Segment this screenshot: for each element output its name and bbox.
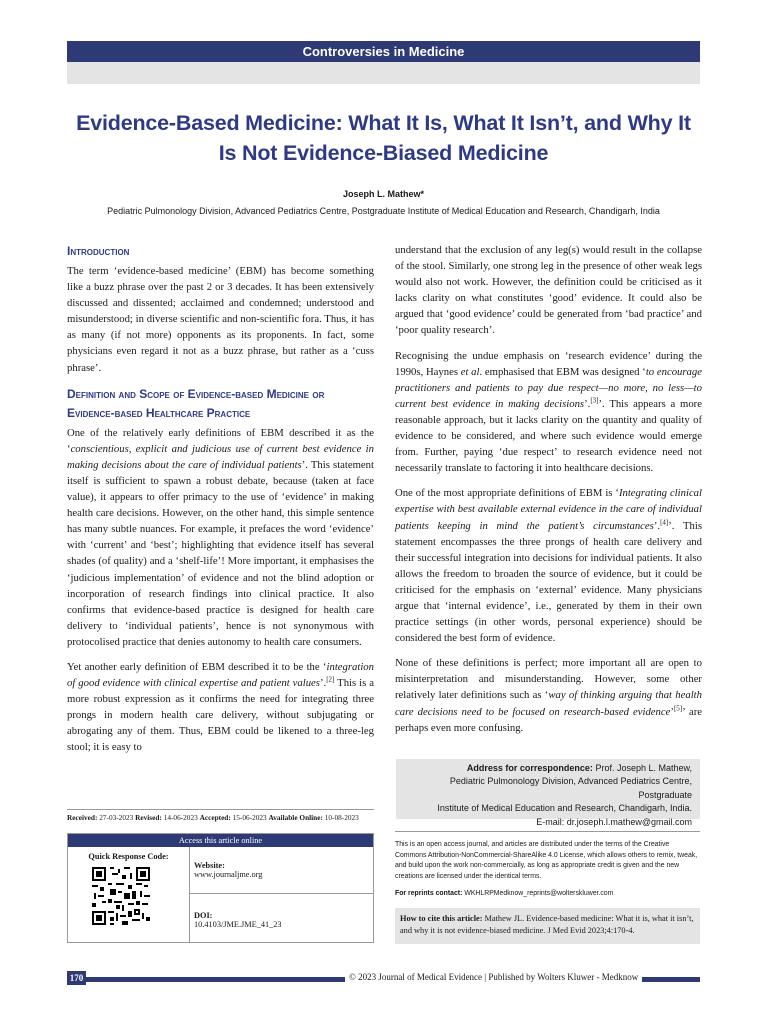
- paragraph: None of these definitions is perfect; more important all are open to misinterpretation and misunderstanding. However, some other relatively later definitions such as ‘way of thinking arguing that health care decisions need to be focused on research-based evidence’[5]’ are perhaps even more confusing.: [395, 657, 702, 734]
- license-text: This is an open access journal, and articles are distributed under the terms of the Creative Commons Attribution-NonCommercial-ShareAlike 4.0 License, which allows others to remix, tweak, and build upon the work non-commercially, as long as appropriate credit is given and the new creations are licensed under the identical terms.: [395, 831, 700, 882]
- paragraph: The term ‘evidence-based medicine’ (EBM) has become something like a buzz phrase over the past 2 or 3 decades. It has been extensively discussed and dissented; acclaimed and condemned; understood and misunderstood; in diverse scientific and non-scientific fora. Thus, it has as many (if not more) opponents as its proponents. In fact, some physicians even regard it not as a buzz phrase, but rather as a ‘cuss phrase’.: [67, 265, 374, 374]
- paragraph: Recognising the undue emphasis on ‘research evidence’ during the 1990s, Haynes et al. emphasised that EBM was designed ‘to encourage practitioners and patients to pay due respect—no more, no less—to current best evidence in making decisions’.[3]’. This appears a more reasonable approach, but it lacks clarity on the quantity and quality of evidence to be considered, and where such evidence would emerge from. Further, paying ‘due respect’ to research evidence need not necessarily translate to factoring it into healthcare decisions.: [395, 349, 702, 475]
- correspondence-name: Prof. Joseph L. Mathew,: [595, 763, 692, 773]
- p2-tail-left: ’.[2] This is a more robust expression as it confirms the need for integrating three prongs in modern health care delivery, without subjugating or abrogating any of them. Thus, EBM could be likened to a three-leg stool; it is easy to: [67, 675, 374, 754]
- cite-label: How to cite this article:: [400, 914, 483, 923]
- right-column: [395, 242, 702, 736]
- quote: conscientious, explicit and judicious use of current best evidence in making decisions about the care of individual patients: [67, 442, 374, 471]
- section-heading-definition: Definition and Scope of Evidence-based Medicine or Evidence-based Healthcare Practice: [67, 386, 325, 420]
- author-name: Joseph L. Mathew*: [342, 189, 424, 199]
- reference-link[interactable]: [5]: [673, 703, 683, 712]
- website-cell: [189, 847, 373, 894]
- cite-text: Mathew JL. Evidence-based medicine: What it is, what it isn’t, and why it is not evidence-biased medicine. J Med Evid 2023;4:170-4.: [400, 914, 694, 936]
- correspondence-box: [396, 759, 700, 827]
- section-banner: Controversies in Medicine: [67, 41, 700, 62]
- correspondence-line: Pediatric Pulmonology Division, Advanced Pediatrics Centre, Postgraduate: [449, 776, 692, 800]
- citation-box: [395, 908, 700, 944]
- reprints-contact: For reprints contact: WKHLRPMedknow_reprints@wolterskluwer.com: [395, 890, 614, 897]
- paragraph: One of the relatively early definitions of EBM described it as the ‘conscientious, explicit and judicious use of current best evidence in making decisions about the care of individual patients’. This statement itself is sufficient to spawn a robust debate, because (taken at face value), it appears to offer primacy to the use of ‘evidence’ in making health care decisions. However, on the other hand, this simple sentence has many subtle nuances. For example, it prefaces the word ‘evidence’ with ‘current’ and ‘best’; highlighting that evidence itself has several shades (of quality) and a ‘shelf-life’! More important, it emphasises the ‘judicious implementation’ of evidence and not the blind adoption or incorporation of research findings into clinical practice. It also confirms that evidence-based practice is designed for health care delivery to ‘individual patients’, hence is not synonymous with protocolised practice that denies autonomy to health care consumers.: [67, 426, 374, 648]
- article-title: Evidence-Based Medicine: What It Is, What It Isn’t, and Why It Is Not Evidence-Biased Medicine: [76, 111, 691, 165]
- author-affiliation: Pediatric Pulmonology Division, Advanced Pediatrics Centre, Postgraduate Institute of Medical Education and Research, Chandigarh, India: [107, 206, 660, 216]
- access-online-box: [67, 833, 374, 943]
- banner-band: [67, 62, 700, 84]
- qr-code-icon[interactable]: [92, 867, 150, 925]
- paragraph: Yet another early definition of EBM described it to be the ‘integration of good evidence with clinical expertise and patient values’.[2] This is a more robust expression as it confirms the need for integrating three prongs in modern health care delivery, without subjugating or abrogating any of them. Thus, EBM could be likened to a three-leg stool; it is easy to: [67, 660, 374, 754]
- qr-label: Quick Response Code:: [88, 852, 169, 861]
- quote: integration of good evidence with clinical expertise and patient values: [67, 660, 374, 690]
- paragraph-continued: understand that the exclusion of any leg(s) would result in the collapse of the stool. Similarly, one strong leg in the presence of other weak legs would also not work. However, the definition could be criticised as it lacks clarity on what constitutes ‘good’ evidence. It could also be argued that ‘good evidence’ could be generated from ‘bad practice’ and ‘poor quality research’.: [395, 244, 702, 337]
- reference-link[interactable]: [4]: [660, 517, 669, 526]
- footer-copyright: © 2023 Journal of Medical Evidence | Published by Wolters Kluwer - Medknow: [345, 970, 642, 984]
- quote: to encourage practitioners and patients to pay due respect—no more, no less—to current best evidence in making decisions: [395, 365, 702, 410]
- website-label: Website:: [194, 861, 225, 870]
- doi-cell: [189, 894, 373, 942]
- correspondence-email[interactable]: E-mail: dr.joseph.l.mathew@gmail.com: [536, 816, 692, 827]
- quote: way of thinking arguing that health care decisions need to be focused on research-based evidence: [395, 689, 702, 718]
- access-title: Access this article online: [68, 834, 373, 847]
- article-dates: Received: 27-03-2023 Revised: 14-06-2023 Accepted: 15-06-2023 Available Online: 10-08-2023: [67, 809, 374, 822]
- paragraph: One of the most appropriate definitions of EBM is ‘Integrating clinical expertise with best available external evidence in the care of individual patients keeping in mind the patient’s circumstances’.[4]’. This statement encompasses the three prongs of health care delivery and their successful integration into decisions for individual patients. It also allows the freedom to broaden the source of evidence, but it could be criticised for the emphasis on ‘external’ evidence. Many physicians argue that ‘internal evidence’, i.e., generated by them in their own practice settings (in other words, personal experience) should be considered the best form of evidence.: [395, 487, 702, 645]
- reprints-email[interactable]: WKHLRPMedknow_reprints@wolterskluwer.com: [464, 890, 614, 897]
- left-column: [67, 242, 374, 756]
- doi-link[interactable]: 10.4103/JME.JME_41_23: [194, 920, 282, 929]
- qr-cell: [68, 847, 190, 942]
- quote: Integrating clinical expertise with best available external evidence in the care of individual patients keeping in mind the patient’s circumstances: [395, 487, 702, 532]
- reference-link[interactable]: [2]: [326, 675, 335, 684]
- correspondence-label: Address for correspondence:: [466, 763, 593, 773]
- website-link[interactable]: www.journaljme.org: [194, 870, 263, 879]
- correspondence-line: Institute of Medical Education and Research, Chandigarh, India.: [437, 803, 692, 814]
- reference-link[interactable]: [3]: [590, 396, 599, 405]
- doi-label: DOI:: [194, 911, 213, 920]
- page-number: 170: [67, 971, 86, 985]
- section-heading-introduction: Introduction: [67, 244, 130, 258]
